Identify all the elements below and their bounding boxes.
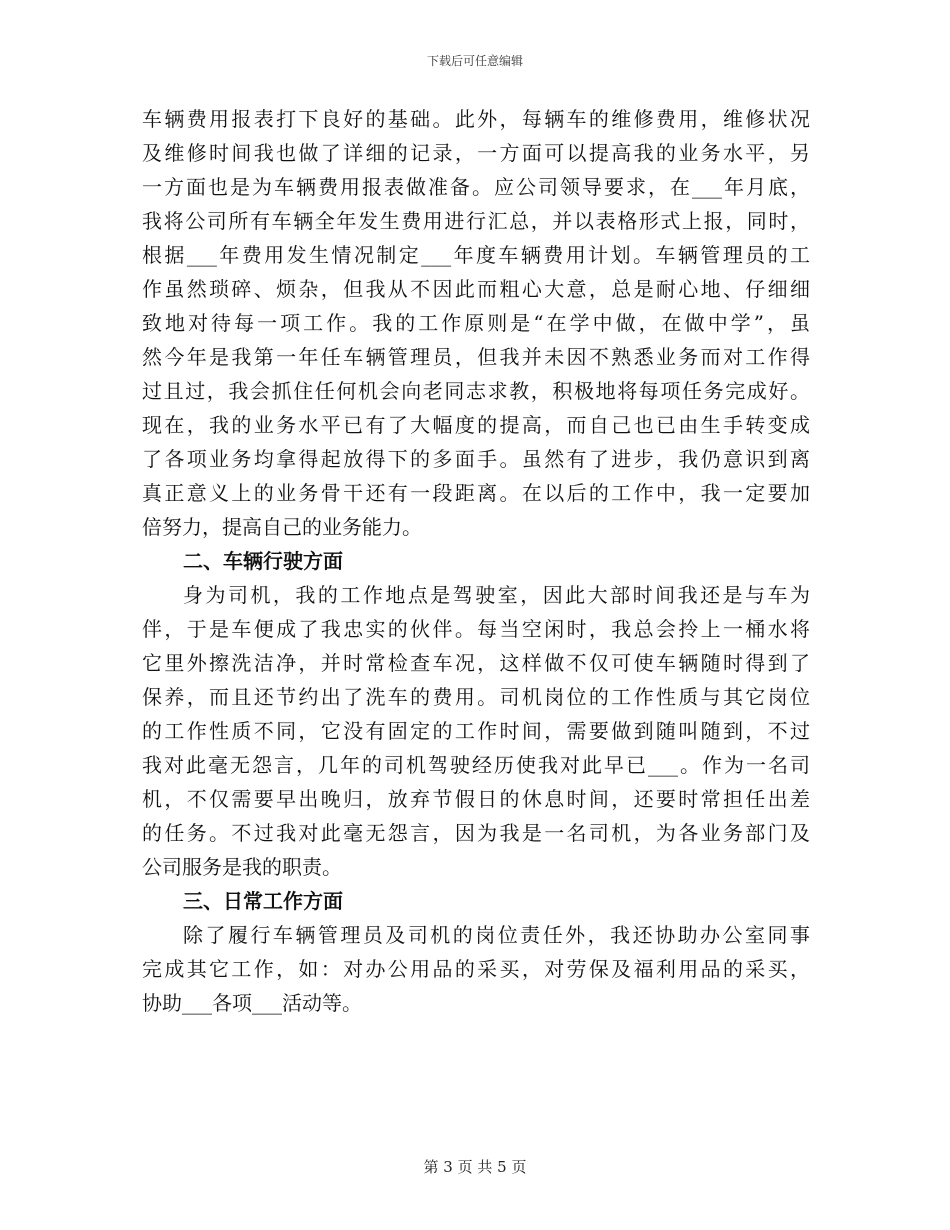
- text-line: 它里外擦洗洁净，并时常检查车况，这样做不仅可使车辆随时得到了: [142, 651, 810, 675]
- text-line: 了各项业务均拿得起放得下的多面手。虽然有了进步，我仍意识到离: [142, 447, 810, 471]
- text-line: 保养，而且还节约出了洗车的费用。司机岗位的工作性质与其它岗位: [142, 685, 810, 709]
- text-line: 身为司机，我的工作地点是驾驶室，因此大部时间我还是与车为: [183, 583, 810, 607]
- text-line: 真正意义上的业务骨干还有一段距离。在以后的工作中，我一定要加: [142, 481, 810, 505]
- header-note: 下载后可任意编辑: [426, 54, 523, 68]
- section-heading: 三、日常工作方面: [183, 889, 343, 913]
- section-heading: 二、车辆行驶方面: [183, 549, 343, 573]
- text-line: 伴，于是车便成了我忠实的伙伴。每当空闲时，我总会拎上一桶水将: [142, 617, 810, 641]
- text-line: 机，不仅需要早出晚归，放弃节假日的休息时间，还要时常担任出差: [142, 787, 810, 811]
- text-line: 过且过，我会抓住任何机会向老同志求教，积极地将每项任务完成好。: [142, 379, 810, 403]
- text-line: 公司服务是我的职责。: [142, 855, 342, 879]
- text-line: 协助___各项___活动等。: [142, 991, 362, 1015]
- text-line: 作虽然琐碎、烦杂，但我从不因此而粗心大意，总是耐心地、仔细细: [142, 277, 810, 301]
- text-line: 致地对待每一项工作。我的工作原则是“在学中做，在做中学”，虽: [142, 311, 810, 335]
- text-line: 然今年是我第一年任车辆管理员，但我并未因不熟悉业务而对工作得: [142, 345, 810, 369]
- text-line: 及维修时间我也做了详细的记录，一方面可以提高我的业务水平，另: [142, 141, 810, 165]
- text-line: 我对此毫无怨言，几年的司机驾驶经历使我对此早已___。作为一名司: [142, 753, 810, 777]
- paragraph-vehicle-costs: [142, 102, 810, 544]
- text-line: 现在，我的业务水平已有了大幅度的提高，而自己也已由生手转变成: [142, 413, 810, 437]
- section-daily-work: [142, 884, 810, 1020]
- text-line: 倍努力，提高自己的业务能力。: [142, 515, 422, 539]
- page-number: 第 3 页 共 5 页: [423, 1158, 527, 1176]
- text-line: 车辆费用报表打下良好的基础。此外，每辆车的维修费用，维修状况: [142, 107, 810, 131]
- text-line: 根据___年费用发生情况制定___年度车辆费用计划。车辆管理员的工: [142, 243, 810, 267]
- body-text: [142, 102, 810, 1020]
- section-vehicle-driving: [142, 544, 810, 884]
- text-line: 我将公司所有车辆全年发生费用进行汇总，并以表格形式上报，同时，: [142, 209, 810, 233]
- text-line: 的工作性质不同，它没有固定的工作时间，需要做到随叫随到，不过: [142, 719, 810, 743]
- text-line: 的任务。不过我对此毫无怨言，因为我是一名司机，为各业务部门及: [142, 821, 810, 845]
- text-line: 除了履行车辆管理员及司机的岗位责任外，我还协助办公室同事: [183, 923, 810, 947]
- text-line: 一方面也是为车辆费用报表做准备。应公司领导要求，在___年月底，: [142, 175, 810, 199]
- text-line: 完成其它工作，如：对办公用品的采买，对劳保及福利用品的采买，: [142, 957, 810, 981]
